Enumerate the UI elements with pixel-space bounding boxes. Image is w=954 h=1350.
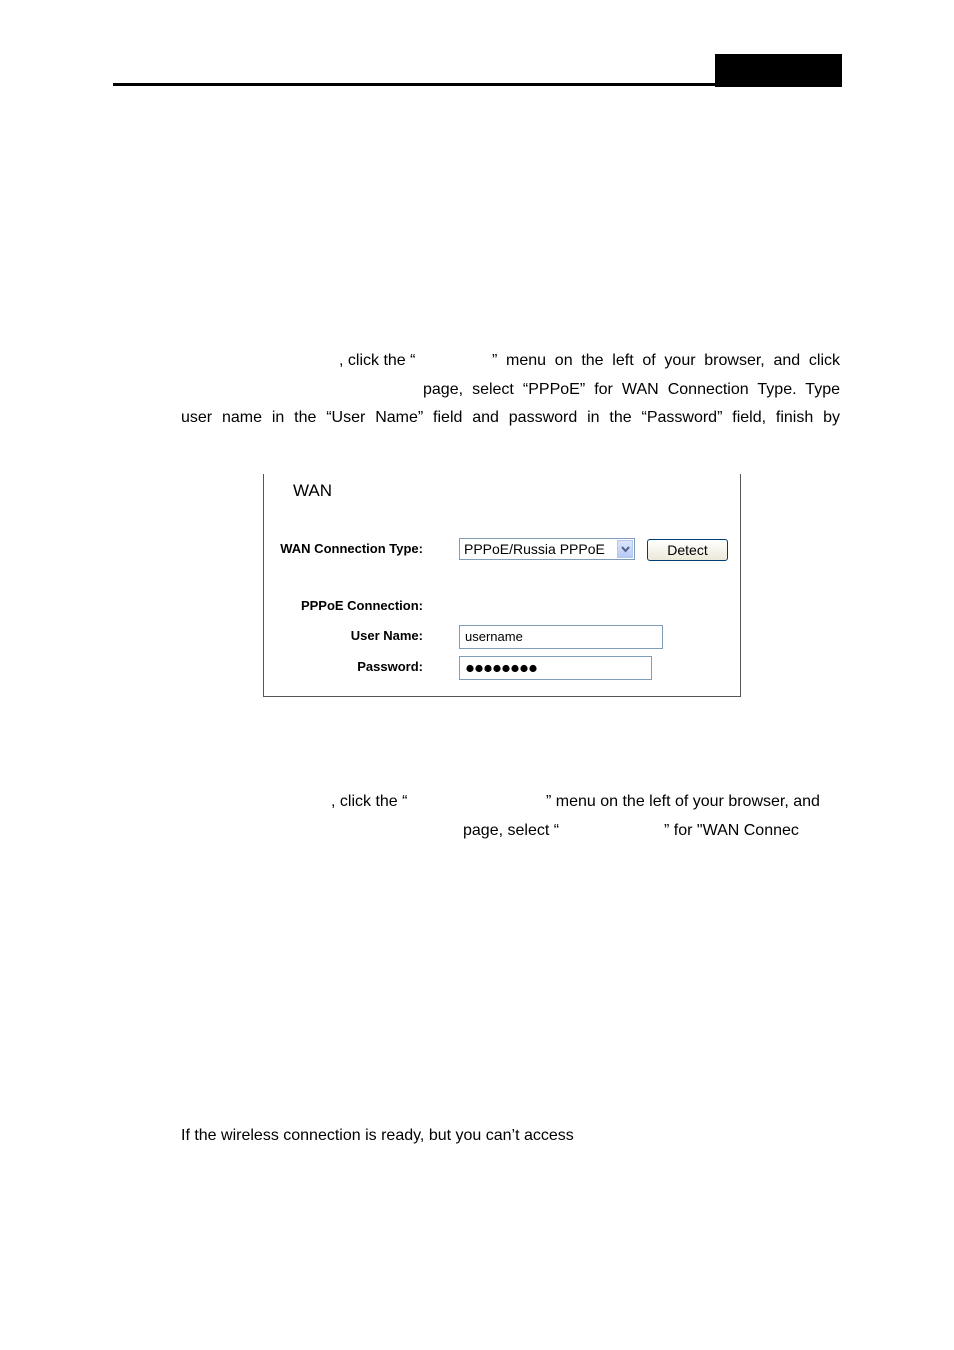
wan-connection-type-label: WAN Connection Type: <box>280 541 423 556</box>
s2-line1-mid: ” menu on the left of your browser, and <box>546 793 820 810</box>
header-rule <box>113 83 715 86</box>
header-black-block <box>715 54 842 87</box>
s2-line2-b: ” for "WAN Connec <box>664 822 799 839</box>
username-input[interactable] <box>459 625 663 649</box>
pppoe-connection-label: PPPoE Connection: <box>300 598 423 613</box>
s1-line1-tail: , click the “ <box>339 352 416 369</box>
wan-settings-panel <box>263 474 741 697</box>
password-label: Password: <box>357 659 423 674</box>
s1-line1-mid-text: ” menu on the left of your browser, and click <box>492 352 840 369</box>
panel-title: WAN <box>293 481 333 500</box>
chevron-down-icon[interactable] <box>617 540 633 558</box>
password-mask-icon <box>466 664 538 673</box>
wan-connection-type-select[interactable] <box>459 538 635 560</box>
wan-connection-type-value: PPPoE/Russia PPPoE <box>464 541 605 557</box>
s2-line2-a: page, select “ <box>463 822 560 839</box>
username-value: username <box>465 629 523 644</box>
detect-button[interactable]: Detect <box>647 539 728 561</box>
s1-line3: user name in the “User Name” field and password in the “Password” field, finish by <box>181 409 840 426</box>
s2-line1-tail: , click the “ <box>331 793 408 810</box>
password-input[interactable] <box>459 656 652 680</box>
s3-line1: If the wireless connection is ready, but you can’t access <box>181 1127 574 1144</box>
username-label: User Name: <box>350 628 423 643</box>
s1-line2: page, select “PPPoE” for WAN Connection Type. Type <box>423 381 840 398</box>
